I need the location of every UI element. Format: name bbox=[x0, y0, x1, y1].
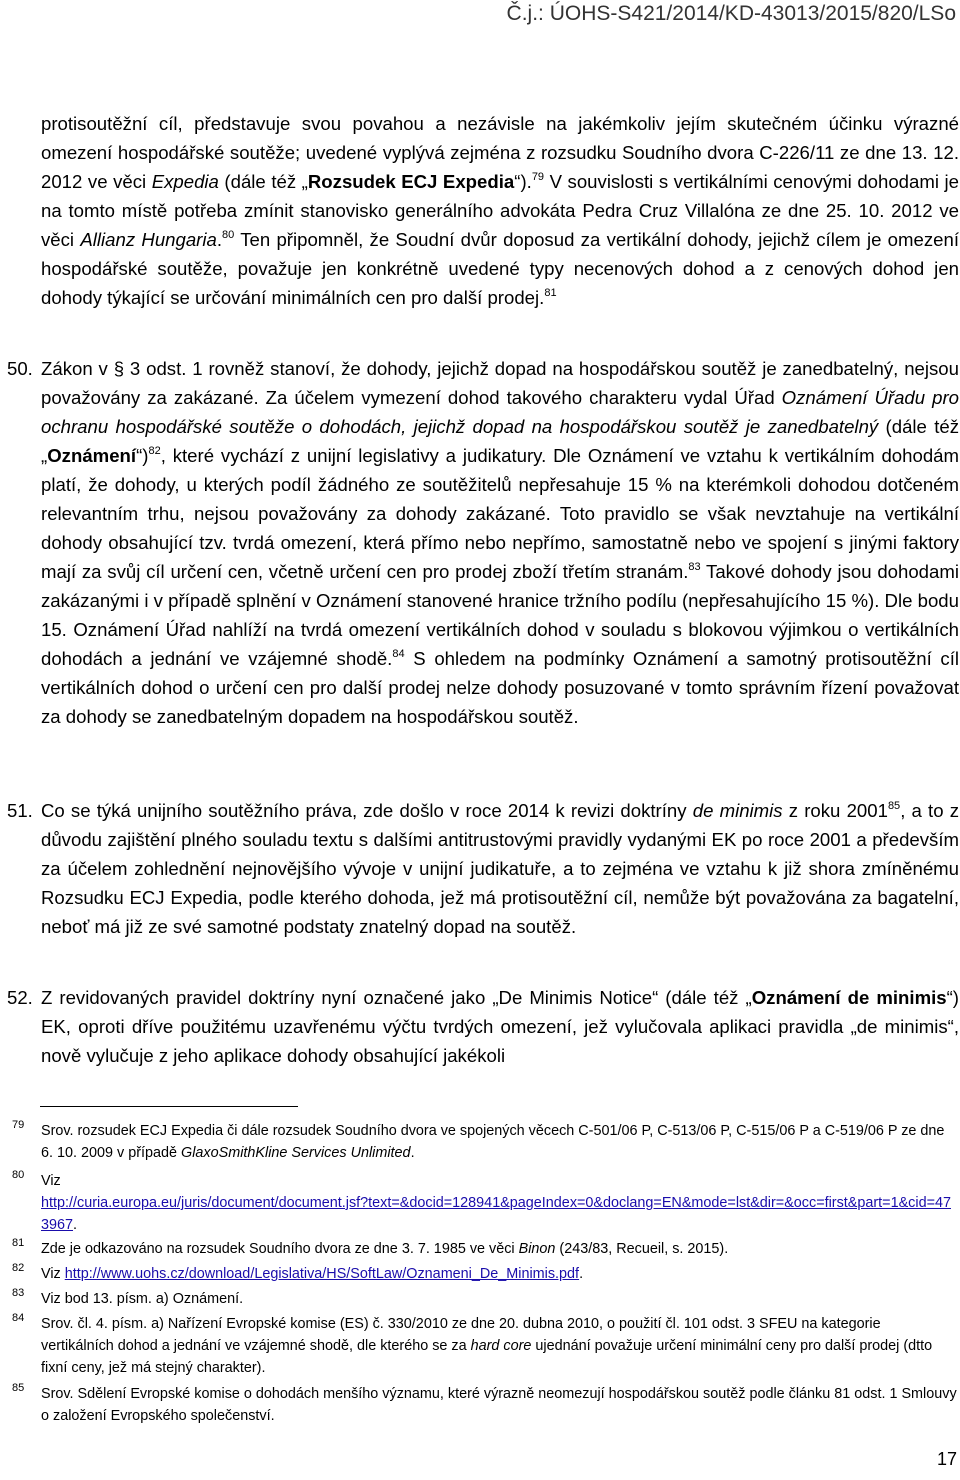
page-number: 17 bbox=[936, 1449, 957, 1469]
paragraph-50 bbox=[7, 354, 960, 731]
paragraph-continuation bbox=[41, 109, 959, 312]
text-run: V souvislosti s vertikálními cenovými dohodami je na tomto místě potřeba zmínit stanovisko generálního advokáta Pedra Cruz Villalóna ze dne 25. 10. 2012 ve věci bbox=[41, 171, 959, 250]
footnote-84 bbox=[12, 1312, 957, 1379]
footnote-79 bbox=[12, 1119, 957, 1164]
case-name-italic: GlaxoSmithKline Services Unlimited bbox=[181, 1145, 411, 1161]
case-name-italic: Binon bbox=[518, 1241, 556, 1257]
footnote-link[interactable]: http://curia.europa.eu/juris/document/document.jsf?text=&docid=128941&pageIndex=0&doclang=EN&mode=lst&dir=&occ=first&part=1&cid=473967 bbox=[41, 1195, 951, 1233]
term-italic: hard core bbox=[470, 1338, 532, 1354]
text-run: Takové dohody jsou dohodami zakázanými i v případě splnění v Oznámení stanovené hranice tržního podílu (nepřesahujícího 15 %). Dle bodu 15. Oznámení Úřad nahlíží na tvrdá omezení vertikálních dohod v souladu s blokovou výjimkou o vertikálních dohodách a jednání ve vzájemné shodě. bbox=[41, 561, 959, 669]
footnote-text: Zde je odkazováno na rozsudek Soudního dvora ze dne 3. 7. 1985 ve věci bbox=[41, 1241, 519, 1257]
text-run: z roku 2001 bbox=[782, 800, 888, 821]
footnote-text: Srov. Sdělení Evropské komise o dohodách menšího významu, které výrazně neomezují hospodářskou soutěž podle článku 81 odst. 1 Smlouvy o založení Evropského společenství. bbox=[41, 1386, 957, 1424]
paragraph-52 bbox=[7, 983, 959, 1070]
paragraph-number: 50. bbox=[7, 358, 33, 379]
text-run: . bbox=[216, 229, 223, 250]
footnote-reference[interactable]: 83 bbox=[688, 560, 701, 573]
footnote-text: Srov. rozsudek ECJ Expedia či dále rozsudek Soudního dvora ve spojených věcech C-501/06 P, C-513/06 P, C-515/06 P a C-519/06 P ze dne 6. 10. 2009 v případě bbox=[41, 1123, 945, 1161]
footnote-separator bbox=[40, 1106, 298, 1107]
defined-term-bold: Rozsudek ECJ Expedia bbox=[307, 171, 515, 192]
footnote-reference[interactable]: 84 bbox=[392, 647, 405, 660]
footnote-text: (243/83, Recueil, s. 2015). bbox=[555, 1241, 729, 1257]
footnote-number: 82 bbox=[12, 1262, 25, 1274]
footnote-85 bbox=[12, 1382, 957, 1427]
footnote-link[interactable]: http://www.uohs.cz/download/Legislativa/HS/SoftLaw/Oznameni_De_Minimis.pdf bbox=[64, 1266, 580, 1282]
footnote-number: 84 bbox=[12, 1312, 25, 1324]
footnote-reference[interactable]: 85 bbox=[887, 799, 901, 812]
footnote-reference[interactable]: 82 bbox=[148, 444, 161, 457]
case-name-italic: Allianz Hungaria bbox=[80, 229, 217, 250]
footnote-text: Viz bbox=[41, 1173, 61, 1189]
case-name-italic: Expedia bbox=[151, 171, 219, 192]
defined-term-bold: Oznámení de minimis bbox=[751, 987, 947, 1008]
text-run: protisoutěžní cíl, představuje svou povahou a nezávisle na jakémkoliv jejím skutečném účinku výrazné omezení hospodářské soutěže; uvedené vyplývá zejména z rozsudku Soudního dvora C-226/11 ze dne 13. 12. 2012 ve věci bbox=[41, 113, 959, 192]
paragraph-51 bbox=[7, 796, 960, 941]
text-run: (dále též „ bbox=[218, 171, 308, 192]
text-run: “) EK, oproti dříve použitému uzavřenému výčtu tvrdých omezení, jež vylučovala aplikaci pravidla „de minimis“, nově vylučuje z jeho aplikace dohody obsahující jakékoli bbox=[41, 987, 959, 1066]
footnote-number: 85 bbox=[12, 1382, 25, 1394]
footnote-text: ujednání považuje určení minimální ceny pro další prodej (dtto fixní ceny, jež má stejný charakter). bbox=[41, 1338, 933, 1376]
text-run: (dále též „ bbox=[41, 416, 960, 466]
text-run: S ohledem na podmínky Oznámení a samotný protisoutěžní cíl vertikálních dohod o určení cen pro další prodej nelze dohody posuzované v tomto správním řízení považovat za dohody se zanedbatelným dopadem na hospodářskou soutěž. bbox=[41, 648, 959, 727]
defined-term-bold: Oznámení bbox=[47, 445, 137, 466]
footnote-82 bbox=[12, 1262, 957, 1285]
footnote-81 bbox=[12, 1237, 957, 1260]
footnote-reference[interactable]: 79 bbox=[531, 170, 545, 183]
paragraph-number: 51. bbox=[7, 800, 33, 821]
footnote-text: Viz bbox=[41, 1266, 65, 1282]
text-run: Zákon v § 3 odst. 1 rovněž stanoví, že dohody, jejichž dopad na hospodářskou soutěž je zanedbatelný, nejsou považovány za zakázané. Za účelem vymezení dohod takového charakteru vydal Úřad bbox=[41, 358, 959, 408]
text-run: , které vychází z unijní legislativy a judikatury. Dle Oznámení ve vztahu k vertikálním dohodám platí, že dohody, u kterých podíl žádného ze soutěžitelů nepřesahuje 15 % na kterémkoli dohodou dotčeném relevantním trhu, nejsou považovány za dohody zakázané. Toto pravidlo se však nevztahuje na vertikální dohody obsahující tzv. tvrdá omezení, která přímo nebo nepřímo, samostatně nebo ve spojení s jinými faktory mají za svůj cíl určení cen, včetně určení cen pro prodej zboží třetím stranám. bbox=[41, 445, 959, 582]
footnote-text: Viz bod 13. písm. a) Oznámení. bbox=[41, 1291, 244, 1307]
footnote-text: . bbox=[73, 1217, 78, 1233]
footnote-80 bbox=[12, 1169, 957, 1236]
document-title-italic: Oznámení Úřadu pro ochranu hospodářské soutěže o dohodách, jejichž dopad na hospodářskou soutěž je zanedbatelný bbox=[41, 387, 959, 437]
text-run: Ten připomněl, že Soudní dvůr doposud za vertikální dohody, jejichž cílem je omezení hospodářské soutěže, považuje jen konkrétně uvedené typy necenových dohod a z cenových dohod jen dohody týkající se určování minimálních cen pro další prodej. bbox=[41, 229, 959, 308]
text-run: “) bbox=[136, 445, 149, 466]
paragraph-number: 52. bbox=[7, 987, 33, 1008]
footnote-number: 80 bbox=[12, 1169, 25, 1181]
footnote-text: . bbox=[410, 1145, 415, 1161]
text-run: Co se týká unijního soutěžního práva, zde došlo v roce 2014 k revizi doktríny bbox=[41, 800, 693, 821]
term-italic: de minimis bbox=[692, 800, 783, 821]
footnote-reference[interactable]: 80 bbox=[222, 228, 235, 241]
case-reference-header: Č.j.: ÚOHS-S421/2014/KD-43013/2015/820/LSo bbox=[506, 2, 956, 25]
footnote-text: . bbox=[579, 1266, 584, 1282]
text-run: Z revidovaných pravidel doktríny nyní označené jako „De Minimis Notice“ (dále též „ bbox=[41, 987, 752, 1008]
footnote-reference[interactable]: 81 bbox=[544, 286, 557, 299]
text-run: “). bbox=[514, 171, 532, 192]
footnote-83 bbox=[12, 1287, 957, 1310]
footnote-number: 81 bbox=[12, 1237, 25, 1249]
footnote-text: Srov. čl. 4. písm. a) Nařízení Evropské komise (ES) č. 330/2010 ze dne 20. dubna 2010, o použití čl. 101 odst. 3 SFEU na kategorie vertikálních dohod a jednání ve vzájemné shodě, dle kterého se za bbox=[41, 1316, 881, 1354]
footnote-number: 83 bbox=[12, 1287, 25, 1299]
footnote-number: 79 bbox=[12, 1119, 25, 1131]
text-run: , a to z důvodu zajištění plného souladu textu s dalšími antitrustovými pravidly vydanými EK po roce 2001 a především za účelem zohlednění nejnovějšího vývoje v unijní judikatuře, a to zejména ve vztahu k již shora zmíněnému Rozsudku ECJ Expedia, podle kterého dohoda, jež má protisoutěžní cíl, nemůže být považována za bagatelní, neboť má již ze své samotné podstaty znatelný dopad na soutěž. bbox=[41, 800, 960, 937]
